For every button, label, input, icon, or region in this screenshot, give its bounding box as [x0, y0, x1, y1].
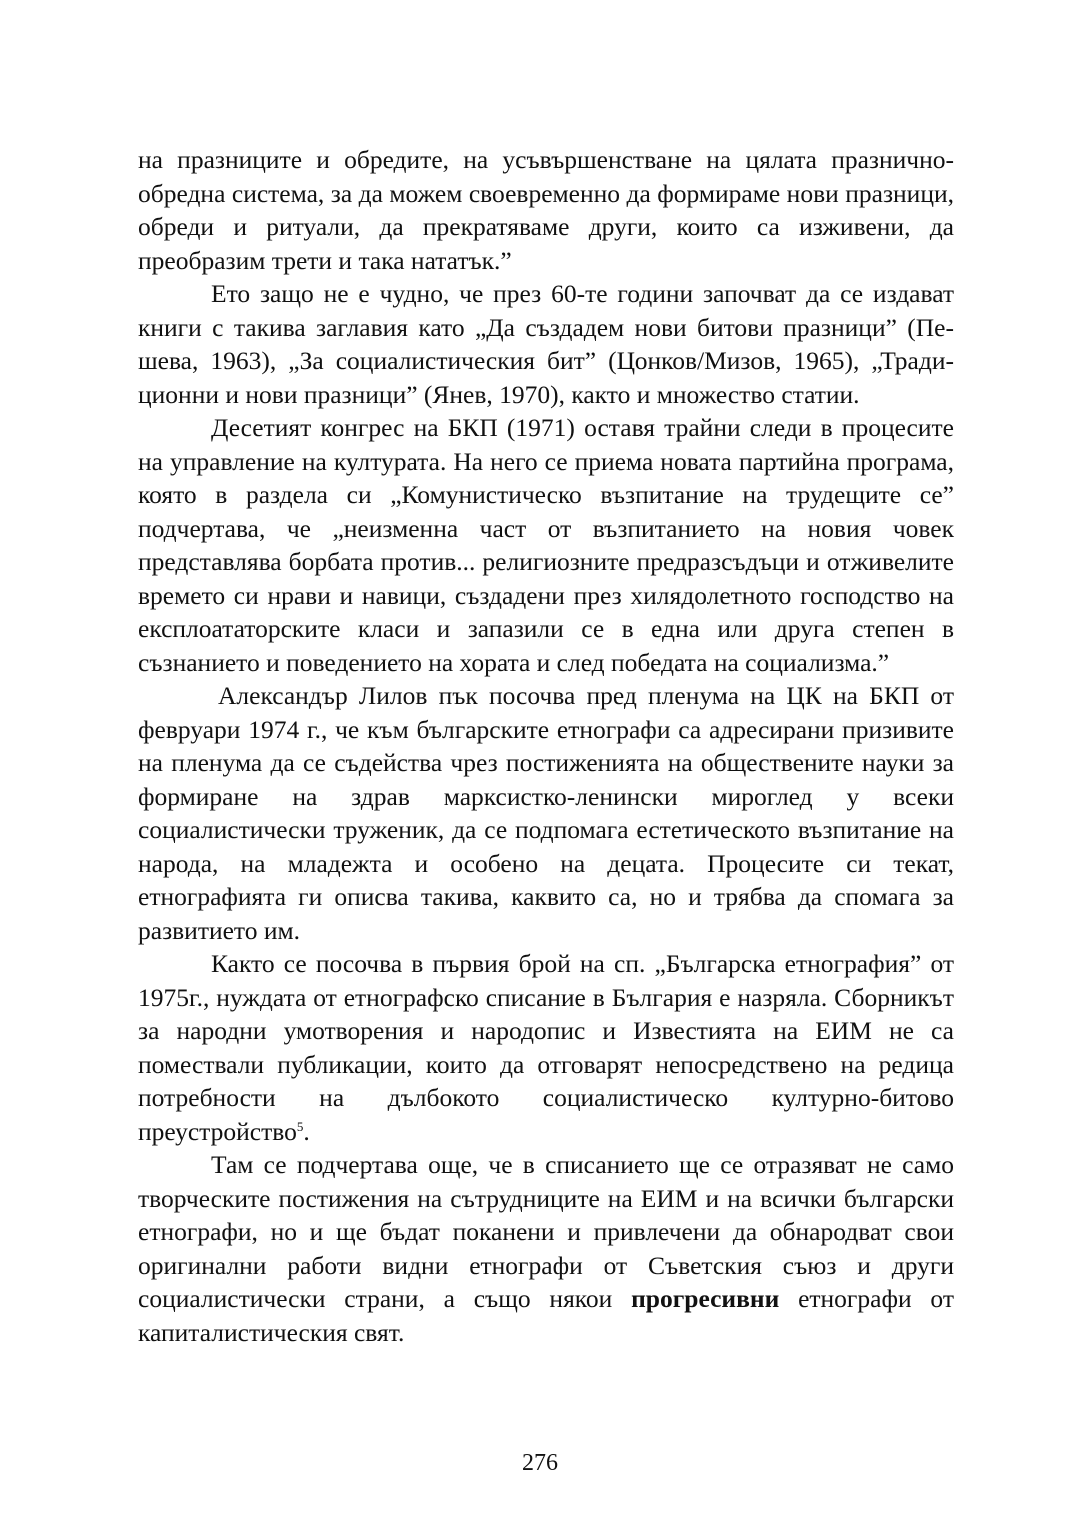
paragraph-1: на празниците и обредите, на усъвършенстване на цялата празнично-обредна система, за да можем своевременно да формираме нови празници, обреди и ритуали, да прекратяваме други, които са изживени, да преобразим трети и така нататък.” [138, 145, 954, 275]
paragraph-6 [138, 1148, 954, 1349]
paragraph-3: Десетият конгрес на БКП (1971) оставя трайни следи в процесите на управление на културата. На него се приема новата партийна програма, която в раздела си „Комунистическо възпитание на трудещите се” подчертава, че „неизменна част от възпитанието на новия човек представлява борбата против... религиозните предразсъдъци и отживелите времето си нрави и навици, създадени през хилядолетното господство на експлоататорските класи и запазили се в една или друга степен в съзнанието и поведението на хората и след победата на социализма.” [138, 413, 954, 677]
paragraph-5-end: . [303, 1116, 310, 1146]
paragraph-2: Ето защо не е чудно, че през 60-те години започват да се издават книги с такива заглавия като „Да създадем нови битови празници” (Пешева, 1963), „За социалистическия бит” (Цонков/Мизов, 1965), „Традиционни и нови празници” (Янев, 1970), както и множество статии. [138, 279, 954, 409]
paragraph-5-text: Както се посочва в първия брой на сп. „Българска етнография” от 1975г., нуждата от етнографско списание в България е назряла. Сборникът за народни умотворения и народопис и Известията на ЕИМ не са помествали публикации, които да отговарят непосредствено на редица потребности на дълбокото социалистическо културно-битово преустройство [138, 949, 954, 1146]
paragraph-5 [138, 947, 954, 1148]
paragraph-6-end: етнографи от капиталистическия свят. [138, 1284, 954, 1347]
page-body [138, 143, 954, 1349]
bold-emphasis: прогресивни [631, 1284, 780, 1313]
paragraph-4: Александър Лилов пък посочва пред пленума на ЦК на БКП от февруари 1974 г., че към българските етнографи са адресирани призивите на пленума да се съдейства чрез постиженията на обществените науки за формиране на здрав марксистко-ленински мироглед у всеки социалистически труженик, да се подпомага естетическото възпитание на народа, на младежта и особено на децата. Процесите си текат, етнографията ги описва такива, каквито са, но и трябва да спомага за развитието им. [138, 681, 954, 945]
footnote-marker[interactable]: 5 [296, 1118, 304, 1134]
paragraph-6-text: Там се подчертава още, че в списанието ще се отразяват не само творческите постижения на сътрудниците на ЕИМ и на всички български етнографи, но и ще бъдат поканени и привлечени да обнародват свои оригинални работи видни етнографи от Съветския съюз и други социалистически страни, а също някои [138, 1150, 954, 1313]
page-number: 276 [522, 1450, 558, 1476]
